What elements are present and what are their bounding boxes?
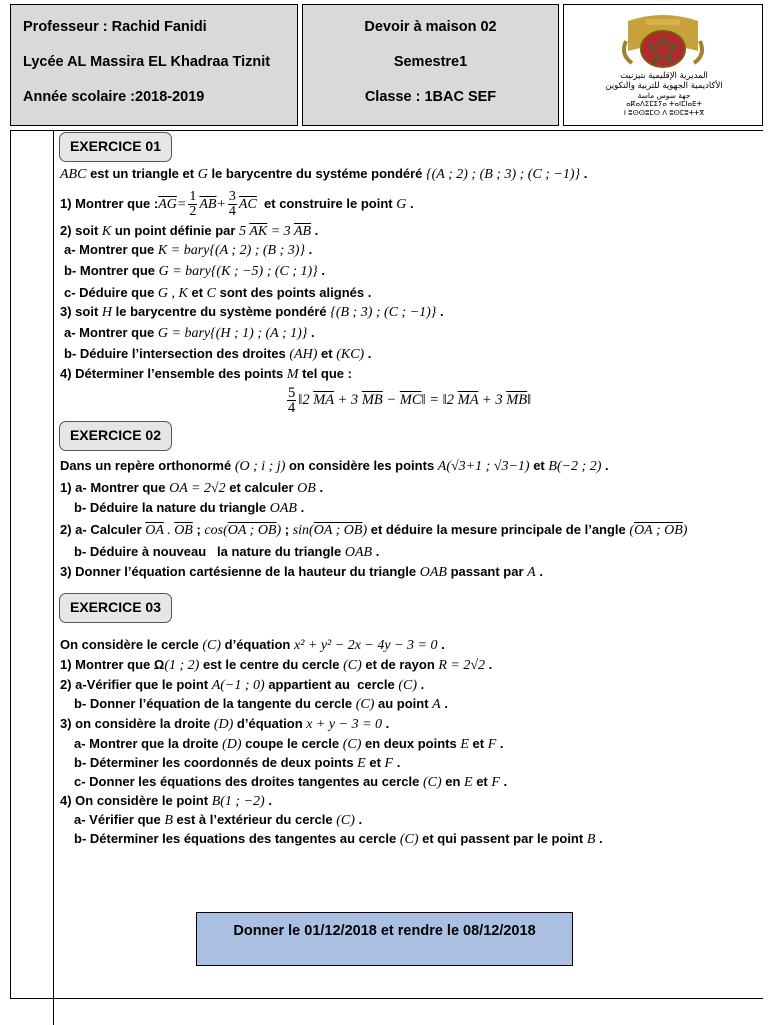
teacher-name: Professeur : Rachid Fanidi: [23, 19, 207, 35]
ministry-line-5: ⵏ ⵓⵙⵙⵓⵎⵔ ⴷ ⵓⵙⵎⵓⵜⵜⴳ: [623, 109, 705, 117]
exercise-1-title: EXERCICE 01: [59, 132, 172, 162]
ex1-q2: 2) soit K un point définie par 5 $\overline{AK} = 3$ $\overline{AB}$ .: [60, 223, 319, 239]
header-divider: [10, 130, 763, 131]
ex1-q2a: a- Montrer que K = bary{(A ; 2) ; (B ; 3)} .: [64, 242, 313, 258]
ex1-q3: 3) soit H le barycentre du système pondéré {(B ; 3) ; (C ; −1)} .: [60, 304, 444, 320]
ex3-q2b: b- Donner l’équation de la tangente du cercle (C) au point A .: [74, 696, 448, 712]
exercise-2-title: EXERCICE 02: [59, 421, 172, 451]
ministry-line-2: الأكاديمية الجهوية للتربية والتكوين: [605, 81, 723, 91]
ex3-q4: 4) On considère le point B(1 ; −2) .: [60, 793, 272, 809]
ex2-q1a: 1) a- Montrer que OA = 2√2 et calculer OB .: [60, 480, 324, 496]
ministry-line-4: ⴰⴽⴰⴷⵉⵎⵉⵢⴰ ⵜⴰⵏⵎⵏⴰⴹⵜ: [626, 100, 702, 108]
assignment-info-cell: [302, 4, 559, 126]
ex3-q3: 3) on considère la droite (D) d’équation x + y − 3 = 0 .: [60, 716, 390, 732]
document-header: [10, 4, 763, 128]
ex2-q3: 3) Donner l’équation cartésienne de la hauteur du triangle OAB passant par A .: [60, 564, 543, 580]
semester: Semestre1: [393, 54, 468, 70]
page-frame-left: [10, 130, 11, 998]
ex1-statement: ABC est un triangle et G le barycentre du systéme pondéré {(A ; 2) ; (B ; 3) ; (C ; −1)} .: [60, 166, 588, 182]
page-margin-line: [53, 130, 54, 1025]
assignment-title: Devoir à maison 02: [364, 19, 497, 35]
exercise-3-title: EXERCICE 03: [59, 593, 172, 623]
ex3-q2a: 2) a-Vérifier que le point A(−1 ; 0) appartient au cercle (C) .: [60, 677, 425, 693]
teacher-info-cell: [10, 4, 298, 126]
ex3-statement: On considère le cercle (C) d’équation x² + y² − 2x − 4y − 3 = 0 .: [60, 637, 445, 653]
ex2-q1b: b- Déduire la nature du triangle OAB .: [74, 500, 305, 516]
ex1-q4-formula: $\frac{5}{4}$ ‖2 $\overline{MA} + 3$ $\overline{MB}$ − $\overline{MC}‖$ = ‖2 $\overline{MA} + 3$ $\overline{MB}‖$: [288, 385, 532, 416]
school-year: Année scolaire :2018-2019: [23, 89, 205, 105]
school-name: Lycée AL Massira EL Khadraa Tiznit: [23, 54, 271, 70]
ex3-q3a: a- Montrer que la droite (D) coupe le cercle (C) en deux points E et F .: [74, 736, 504, 752]
ex2-q2a: 2) a- Calculer $\overline{OA}$ . $\overline{OB}$ ; cos(OA ; OB) ; sin(OA ; OB) et déduire la mesure principale de l’angle (OA ; OB): [60, 522, 688, 538]
ex3-q1: 1) Montrer que Ω(1 ; 2) est le centre du cercle (C) et de rayon R = 2√2 .: [60, 657, 493, 673]
ex2-statement: Dans un repère orthonormé (O ; i ; j) on considère les points A(√3+1 ; √3−1) et B(−2 ; 2) .: [60, 458, 609, 474]
ex1-q3b: b- Déduire l’intersection des droites (AH) et (KC) .: [64, 346, 372, 362]
ex1-q1: 1) Montrer que $:\overline{AG}=$ $\frac{1}{2}$ $\overline{AB}+$ $\frac{3}{4}$ $\overline{AC}$ et construire le point G .: [60, 189, 414, 219]
ex1-q3a: a- Montrer que G = bary{(H ; 1) ; (A ; 1)} .: [64, 325, 315, 341]
ex1-q2b: b- Montrer que G = bary{(K ; −5) ; (C ; 1)} .: [64, 263, 326, 279]
ex3-q4b: b- Déterminer les équations des tangentes au cercle (C) et qui passent par le point B .: [74, 831, 603, 847]
ex2-q2b: b- Déduire à nouveau la nature du triangle OAB .: [74, 544, 380, 560]
due-date-box: Donner le 01/12/2018 et rendre le 08/12/2018: [196, 912, 573, 966]
page-frame-bottom: [10, 998, 763, 999]
ministry-line-3: جهة سوس ماسة: [637, 91, 691, 100]
ministry-logo-cell: [563, 4, 763, 126]
ex3-q3b: b- Déterminer les coordonnés de deux points E et F .: [74, 755, 401, 771]
ex1-q4: 4) Déterminer l’ensemble des points M tel que :: [60, 366, 352, 382]
ex3-q4a: a- Vérifier que B est à l’extérieur du cercle (C) .: [74, 812, 363, 828]
ex3-q3c: c- Donner les équations des droites tangentes au cercle (C) en E et F .: [74, 774, 508, 790]
class-name: Classe : 1BAC SEF: [364, 89, 497, 105]
ex1-q2c: c- Déduire que G , K et C sont des points alignés .: [64, 285, 372, 301]
ministry-line-1: المديرية الإقليمية بتيزنيت: [620, 71, 708, 81]
